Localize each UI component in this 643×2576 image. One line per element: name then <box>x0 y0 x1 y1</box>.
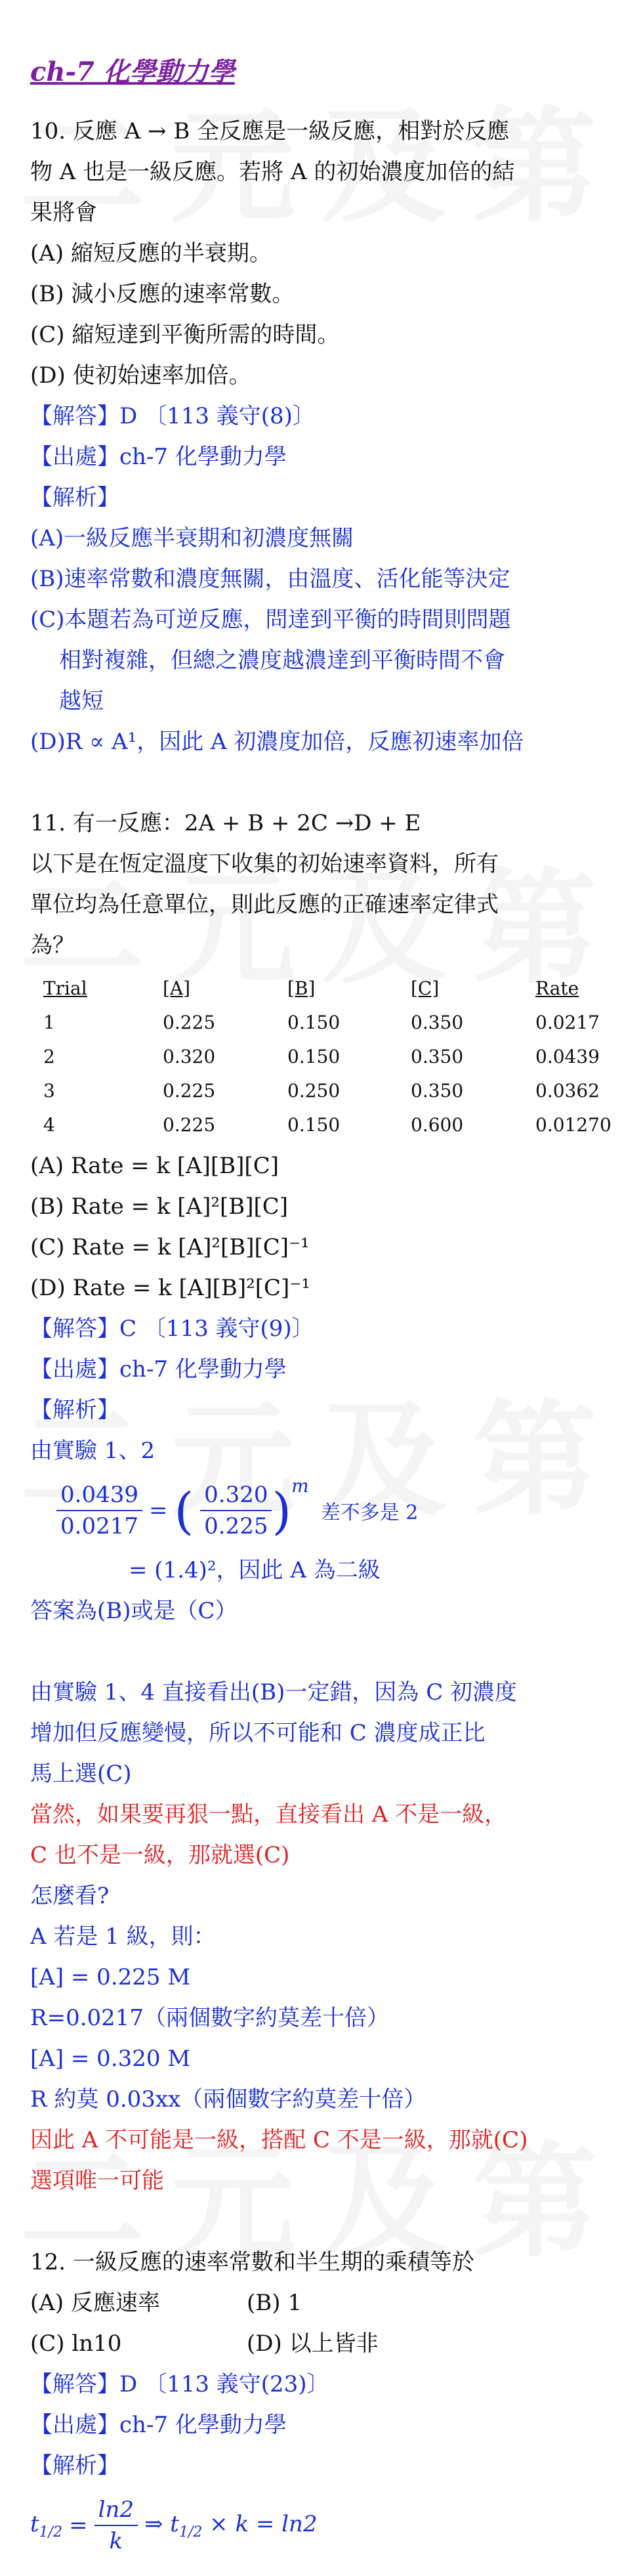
q11-explanation-line: [A] = 0.320 M <box>30 2046 191 2072</box>
q10-analysis-line: 相對複雜，但總之濃度越濃達到平衡時間不會 <box>59 647 505 674</box>
table-header-trial: Trial <box>43 977 87 999</box>
fraction-denominator: 0.225 <box>204 1513 268 1539</box>
question-11 <box>30 803 614 2201</box>
q10-stem-line: 果將會 <box>30 200 97 226</box>
q11-explanation-line: R 約莫 0.03xx（兩個數字約莫差十倍） <box>30 2086 426 2113</box>
q12-options-row <box>30 2323 614 2364</box>
q12-half-life-equation <box>30 2486 614 2565</box>
q12-options-row <box>30 2283 614 2323</box>
q10-analysis-label: 【解析】 <box>30 484 119 511</box>
q10-answer: 【解答】D 〔113 義守(8)〕 <box>30 403 315 429</box>
table-cell: 0.150 <box>287 1045 341 1067</box>
equation-note: 差不多是 2 <box>320 1501 419 1524</box>
ln2-over-k-fraction <box>94 2495 138 2556</box>
exponent-m: m <box>291 1475 309 1497</box>
q11-analysis-label: 【解析】 <box>30 1397 119 1423</box>
q10-source: 【出處】ch-7 化學動力學 <box>30 444 287 470</box>
table-row <box>43 1005 612 1039</box>
table-cell: 0.600 <box>411 1113 464 1136</box>
table-header-c: [C] <box>411 977 440 999</box>
q11-option-d: (D) Rate = k [A][B]²[C]⁻¹ <box>30 1275 310 1301</box>
spacer <box>30 762 614 803</box>
table-row <box>43 1073 612 1107</box>
table-cell: 0.250 <box>287 1079 341 1102</box>
q11-stem-line: 單位均為任意單位，則此反應的正確速率定律式 <box>30 891 499 918</box>
q10-option-b: (B) 減小反應的速率常數。 <box>30 281 295 307</box>
q11-stem-line: 11. 有一反應：2A + B + 2C →D + E <box>30 810 421 836</box>
table-cell: 0.350 <box>411 1045 464 1067</box>
concentration-ratio-fraction <box>200 1480 272 1541</box>
q10-analysis-line: (D)R ∝ A¹，因此 A 初濃度加倍，反應初速率加倍 <box>30 729 524 755</box>
q11-highlight-line: 因此 A 不可能是一級，搭配 C 不是一級，那就(C) <box>30 2127 528 2153</box>
q11-explanation-line: 增加但反應變慢，所以不可能和 C 濃度成正比 <box>30 1720 486 1746</box>
q11-stem-line: 以下是在恆定溫度下收集的初始速率資料，所有 <box>30 851 499 877</box>
spacer <box>30 1631 614 1672</box>
q11-ratio-equation <box>30 1471 614 1550</box>
q12-source: 【出處】ch-7 化學動力學 <box>30 2412 287 2438</box>
q11-explanation-line: 馬上選(C) <box>30 1761 132 1787</box>
table-cell: 4 <box>43 1113 55 1136</box>
table-cell: 2 <box>43 1045 55 1067</box>
table-header-rate: Rate <box>535 977 579 999</box>
question-10 <box>30 111 614 762</box>
implies-expression: ⇒ $t_{1/2} \times k = \ln 2$ <box>144 2510 318 2541</box>
rate-data-table <box>43 971 612 1142</box>
table-row <box>43 1107 612 1142</box>
q11-stem-line: 為？ <box>30 932 75 958</box>
q11-highlight-line: C 也不是一級，那就選(C) <box>30 1842 290 1868</box>
table-cell: 0.320 <box>163 1045 216 1067</box>
q12-option-a: (A) 反應速率 <box>30 2290 160 2316</box>
q10-analysis-line: 越短 <box>59 688 104 714</box>
right-paren: ) <box>272 1481 292 1540</box>
table-cell: 0.350 <box>411 1079 464 1102</box>
q11-explanation-line: R=0.0217（兩個數字約莫差十倍） <box>30 2005 390 2031</box>
q12-option-c: (C) ln10 <box>30 2330 122 2357</box>
q10-stem-line: 物 A 也是一級反應。若將 A 的初始濃度加倍的結 <box>30 159 515 185</box>
q11-option-a: (A) Rate = k [A][B][C] <box>30 1153 279 1179</box>
q12-answer: 【解答】D 〔113 義守(23)〕 <box>30 2371 329 2397</box>
table-header-a: [A] <box>163 977 191 999</box>
spacer <box>30 2201 614 2242</box>
table-cell: 3 <box>43 1079 55 1102</box>
q11-answer: 【解答】C 〔113 義守(9)〕 <box>30 1316 314 1342</box>
q12-option-b: (B) 1 <box>247 2290 302 2316</box>
fraction-numerator: 0.0439 <box>56 1480 142 1511</box>
table-header-row <box>43 971 612 1005</box>
table-cell: 0.150 <box>287 1113 341 1136</box>
table-cell: 0.350 <box>411 1011 464 1033</box>
q11-option-c: (C) Rate = k [A]²[B][C]⁻¹ <box>30 1234 310 1260</box>
q11-explanation-line: 怎麼看? <box>30 1883 110 1909</box>
q11-answer-note: 答案為(B)或是（C） <box>30 1598 238 1624</box>
q12-stem-line: 12. 一級反應的速率常數和半生期的乘積等於 <box>30 2249 474 2275</box>
q10-option-a: (A) 縮短反應的半衰期。 <box>30 240 272 267</box>
fraction-denominator: k <box>109 2528 123 2554</box>
q11-option-b: (B) Rate = k [A]²[B][C] <box>30 1193 289 1220</box>
q11-analysis-intro: 由實驗 1、2 <box>30 1438 156 1464</box>
q11-explanation-line: 由實驗 1、4 直接看出(B)一定錯，因為 C 初濃度 <box>30 1679 518 1706</box>
half-life-symbol: $t_{1/2}$ <box>30 2510 63 2541</box>
fraction-denominator: 0.0217 <box>60 1513 138 1539</box>
q10-analysis-line: (A)一級反應半衰期和初濃度無關 <box>30 525 354 551</box>
q12-option-d: (D) 以上皆非 <box>247 2330 379 2357</box>
fraction-numerator: 0.320 <box>200 1480 272 1511</box>
q10-option-d: (D) 使初始速率加倍。 <box>30 362 251 389</box>
q11-explanation-line: [A] = 0.225 M <box>30 1964 191 1990</box>
equals-sign: = <box>69 2512 88 2539</box>
table-cell: 0.01270 <box>535 1113 612 1136</box>
table-cell: 0.225 <box>163 1113 216 1136</box>
left-paren: ( <box>174 1481 194 1540</box>
table-cell: 1 <box>43 1011 55 1033</box>
q11-highlight-line: 當然，如果要再狠一點，直接看出 A 不是一級， <box>30 1801 507 1828</box>
q12-analysis-label: 【解析】 <box>30 2453 119 2479</box>
q11-explanation-line: A 若是 1 級，則： <box>30 1923 216 1950</box>
q10-stem-line: 10. 反應 A → B 全反應是一級反應，相對於反應 <box>30 118 510 144</box>
q10-analysis-line: (C)本題若為可逆反應，問達到平衡的時間則問題 <box>30 607 511 633</box>
table-cell: 0.0217 <box>535 1011 600 1033</box>
table-cell: 0.0439 <box>535 1045 600 1067</box>
question-12 <box>30 2242 614 2565</box>
equals-sign: = <box>148 1497 168 1524</box>
q10-analysis-line: (B)速率常數和濃度無關，由溫度、活化能等決定 <box>30 566 510 592</box>
q10-option-c: (C) 縮短達到平衡所需的時間。 <box>30 322 340 348</box>
q11-highlight-line: 選項唯一可能 <box>30 2168 164 2194</box>
table-row <box>43 1039 612 1073</box>
table-cell: 0.0362 <box>535 1079 600 1102</box>
table-cell: 0.225 <box>163 1011 216 1033</box>
q11-equation-result: = (1.4)²，因此 A 為二級 <box>129 1557 381 1583</box>
table-header-b: [B] <box>287 977 316 999</box>
rate-ratio-fraction <box>56 1480 142 1541</box>
table-cell: 0.225 <box>163 1079 216 1102</box>
document-content <box>30 51 614 2565</box>
page-title: ch-7 化學動力學 <box>30 56 235 87</box>
fraction-numerator: ln2 <box>94 2495 138 2526</box>
table-cell: 0.150 <box>287 1011 341 1033</box>
q11-source: 【出處】ch-7 化學動力學 <box>30 1356 287 1383</box>
